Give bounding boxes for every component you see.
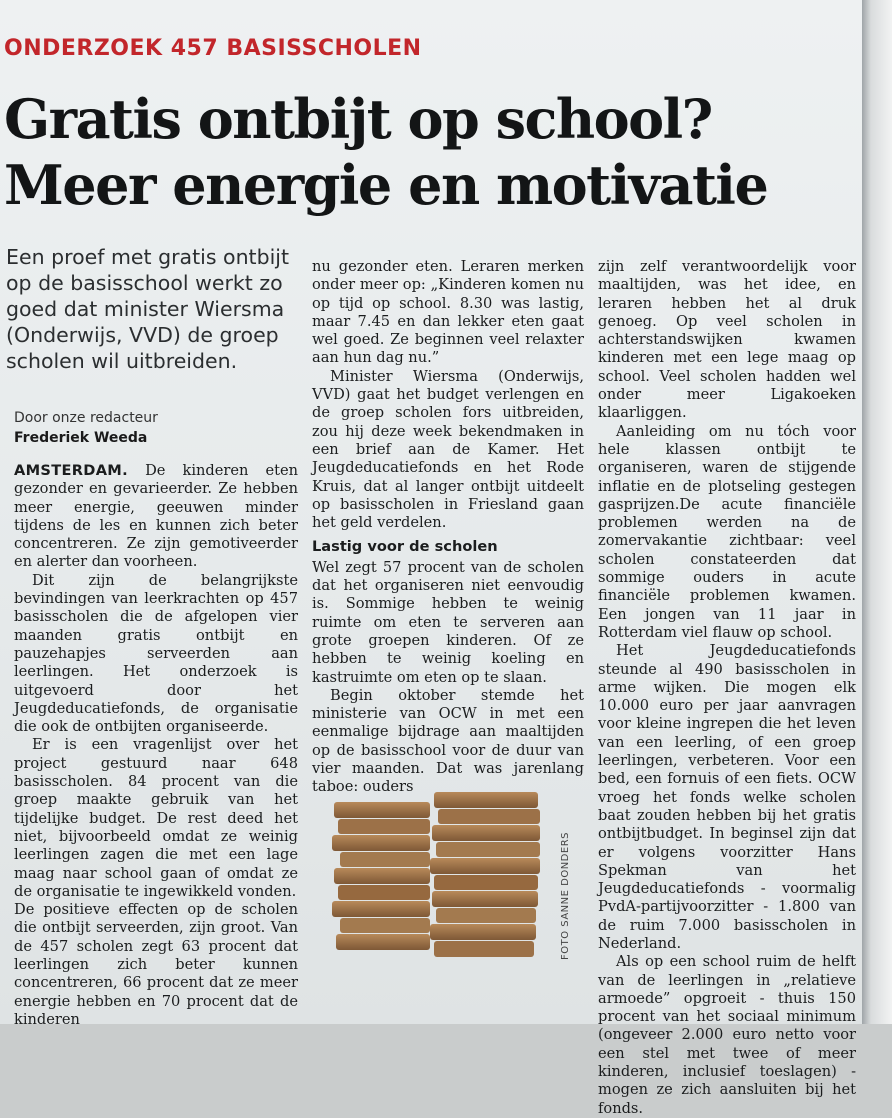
text-column-2 — [312, 258, 584, 797]
paragraph: Er is een vragenlijst over het project gestuurd naar 648 basisscholen. 84 procent van die groep maakte gebruik van het tijdelijke budget. De rest deed het niet, bijvoorbeeld omdat ze weinig leerlingen zagen die met een lage maag naar school gaan of omdat ze de organisatie te ingewikkeld vonden. — [14, 736, 298, 900]
lede-line: (Onderwijs, VVD) de groep — [6, 323, 279, 347]
paragraph — [14, 462, 298, 572]
lede-line: scholen wil uitbreiden. — [6, 349, 238, 373]
byline-prefix: Door onze redacteur — [14, 410, 158, 426]
paragraph: De positieve effecten op de scholen die ontbijt serveerden, zijn groot. Van de 457 scholen zegt 63 procent dat leerlingen zich beter kunnen concentreren, 66 procent dat ze meer energie hebben en 70 procent dat de kinderen — [14, 901, 298, 1028]
photo-credit: FOTO SANNE DONDERS — [560, 832, 571, 960]
paragraph: Aanleiding om nu tóch voor hele klassen ontbijt te organiseren, waren de stijgende inflatie en de plotseling gestegen gasprijzen.De acute financiële problemen werden na de zomervakantie zichtbaar: veel scholen constateerden dat sommige ouders in acute financiële problemen kwamen. Een jongen van 11 jaar in Rotterdam viel flauw op school. — [598, 422, 856, 641]
headline-line-2: Meer energie en motivatie — [4, 153, 768, 217]
paragraph: Dit zijn de belangrijkste bevindingen van leerkrachten op 457 basisscholen die de afgelopen vier maanden gratis ontbijt en pauzehapjes serveerden aan leerlingen. Het onderzoek is uitgevoerd door het Jeugdeducatiefonds, de organisatie die ook de ontbijten organiseerde. — [14, 571, 298, 736]
paragraph: nu gezonder eten. Leraren merken onder meer op: „Kinderen komen nu op tijd op school. 8.30 was lastig, maar 7.45 en dan lekker eten gaat wel goed. Ze beginnen veel relaxter aan hun dag nu.” — [312, 258, 584, 367]
text-column-3 — [598, 258, 856, 1118]
paragraph: Het Jeugdeducatiefonds steunde al 490 basisscholen in arme wijken. Die mogen elk 10.000 euro per jaar aanvragen voor kleine ingrepen die het leven van een leerling, of een groep leerlingen, verbeteren. Voor een bed, een fornuis of een fiets. OCW vroeg het fonds welke scholen baat zouden hebben bij het gratis ontbijtbudget. In beginsel zijn dat er volgens voorzitter Hans Spekman van het Jeugdeducatiefonds - voormalig PvdA-partijvoorzitter - 1.800 van de ruim 7.000 basisscholen in Nederland. — [598, 642, 856, 952]
lede-line: op de basisschool werkt zo — [6, 271, 283, 295]
page-edge — [862, 0, 892, 1024]
headline-line-1: Gratis ontbijt op school? — [4, 87, 712, 151]
article-kicker: ONDERZOEK 457 BASISSCHOLEN — [4, 36, 422, 61]
text-column-1 — [14, 462, 298, 1029]
paragraph: zijn zelf verantwoordelijk voor maaltijden, was het idee, en leraren hebben het al druk genoeg. Op veel scholen in achterstandswijken kwamen kinderen met een lege maag op school. Veel scholen hadden wel onder meer Ligakoeken klaarliggen. — [598, 258, 856, 422]
bread-stack-right — [430, 792, 540, 957]
bread-stack-left — [332, 802, 430, 950]
bread-stack-photo — [326, 788, 552, 974]
paragraph: Minister Wiersma (Onderwijs, VVD) gaat het budget verlengen en de groep scholen fors uitbreiden, zou hij deze week bekendmaken in een brief aan de Kamer. Het Jeugdeducatiefonds en het Rode Kruis, dat al langer ontbijt uitdeelt op basisscholen in Friesland gaan het geld verdelen. — [312, 367, 584, 532]
paragraph: Als op een school ruim de helft van de leerlingen in „relatieve armoede” opgroeit - thuis 150 procent van het sociaal minimum (ongeveer 2.000 euro netto voor een stel met twee of meer kinderen, inclusief toeslagen) - mogen ze zich aansluiten bij het fonds. — [598, 953, 856, 1117]
section-subhead: Lastig voor de scholen — [312, 538, 498, 556]
dateline: AMSTERDAM. — [14, 462, 128, 479]
paragraph-text: De kinderen eten gezonder en gevarieerder. Ze hebben meer energie, geeuwen minder tijdens de les en kunnen zich beter concentreren. Ze zijn gemotiveerder en alerter dan voorheen. — [14, 462, 298, 571]
paragraph: Begin oktober stemde het ministerie van OCW in met een eenmalige bijdrage aan maaltijden op de basisschool voor de duur van vier maanden. Dat was jarenlang taboe: ouders — [312, 686, 584, 796]
paragraph: Wel zegt 57 procent van de scholen dat het organiseren niet eenvoudig is. Sommige hebben te weinig ruimte om eten te serveren aan grote groepen kinderen. Of ze hebben te weinig koeling en kastruimte om eten op te slaan. — [312, 558, 584, 686]
lede-line: goed dat minister Wiersma — [6, 297, 285, 321]
byline-author: Frederiek Weeda — [14, 430, 148, 446]
article-lede — [6, 244, 294, 374]
lede-line: Een proef met gratis ontbijt — [6, 245, 290, 269]
article-headline — [4, 86, 854, 218]
